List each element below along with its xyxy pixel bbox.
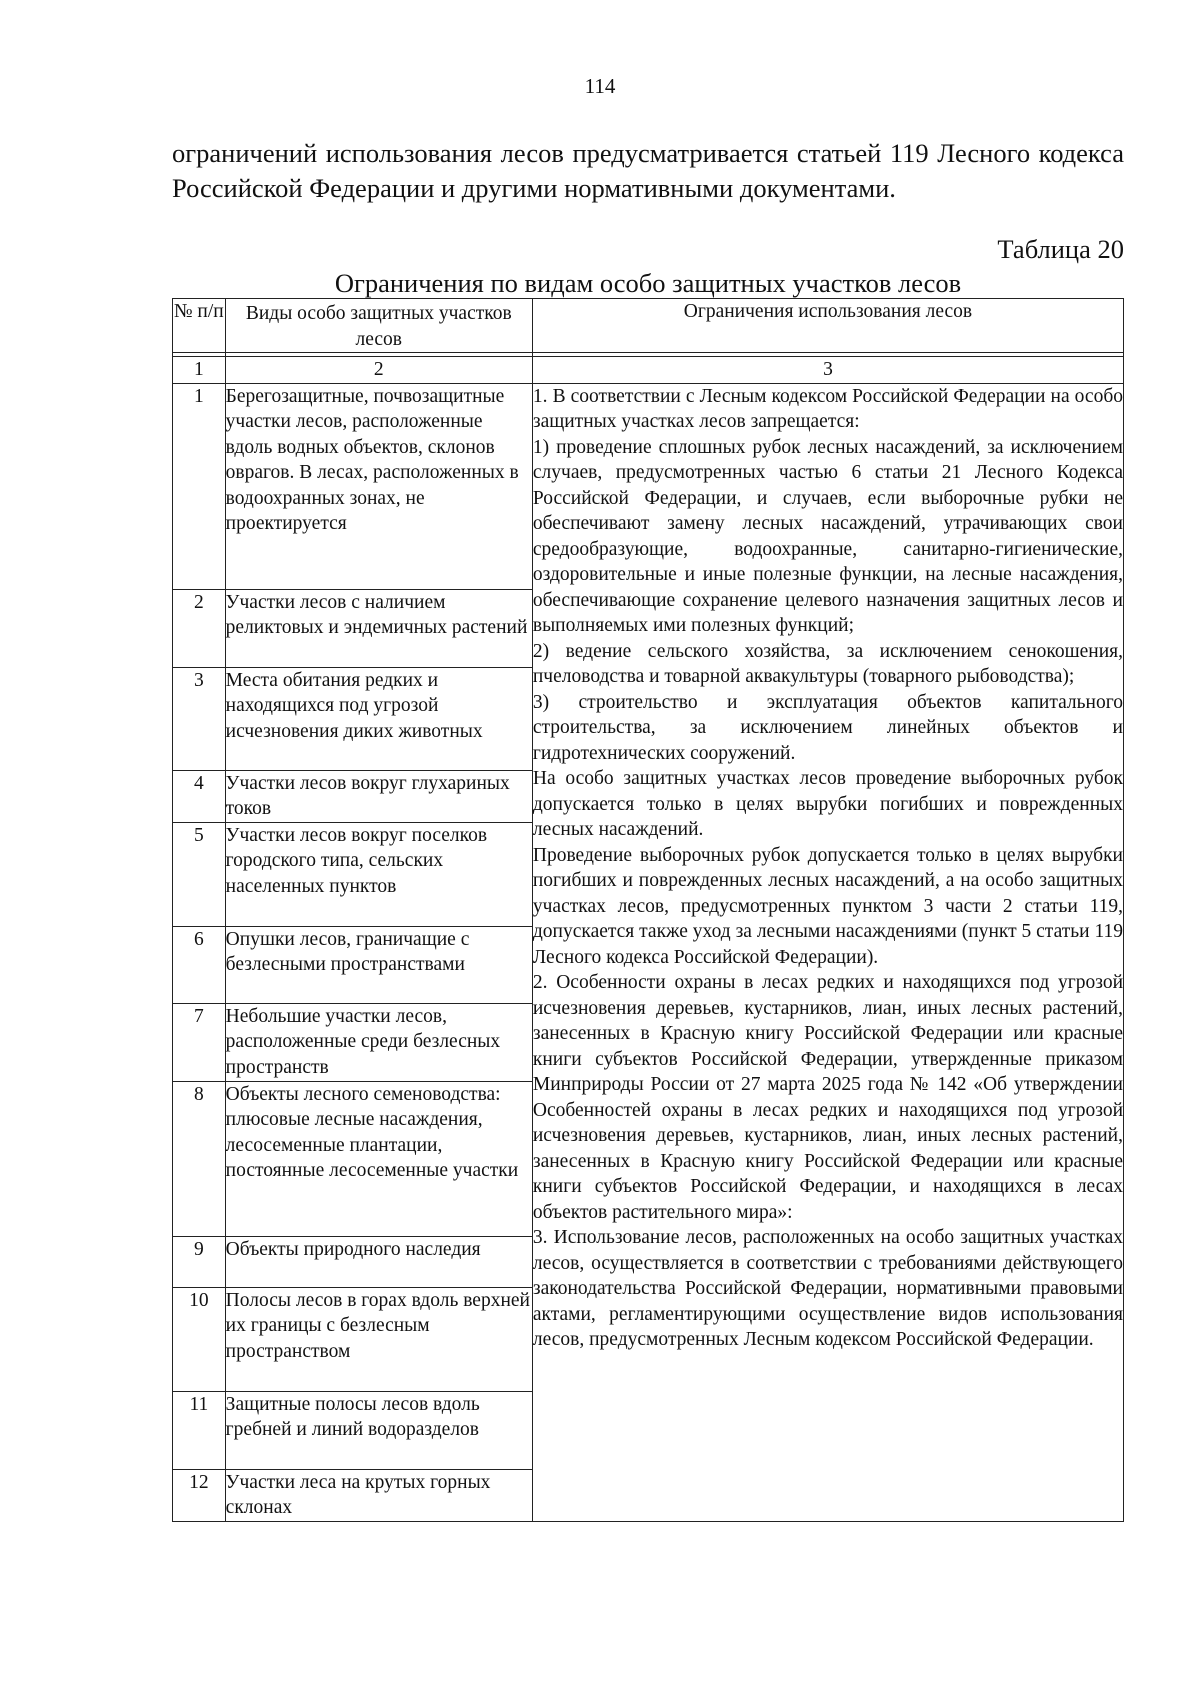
- restrictions-table: [172, 298, 1124, 1522]
- table-title: Ограничения по видам особо защитных участков лесов: [334, 268, 962, 298]
- row-kind: Участки лесов с наличием реликтовых и эндемичных растений: [225, 589, 532, 667]
- row-kind: Объекты природного наследия: [225, 1236, 532, 1287]
- table-row: [173, 383, 1124, 589]
- restriction-paragraph: 1) проведение сплошных рубок лесных насаждений, за исключением случаев, предусмотренных частью 6 статьи 21 Лесного Кодекса Российской Федерации, и случаев, если выборочные рубки не обеспечивают замену лесных насаждений, утрачивающих свои средообразующие, водоохранные, санитарно-гигиенические, оздоровительные и иные полезные функции, на лесные насаждения, обеспечивающие сохранение целевого назначения защитных лесов и выполняемых ими полезных функций;: [532, 436, 1123, 636]
- restriction-paragraph: Проведение выборочных рубок допускается только в целях вырубки погибших и поврежденных лесных насаждений, а на особо защитных участках лесов, предусмотренных пунктом 3 части 2 статьи 119, допускается также уход за лесными насаждениями (пункт 5 статьи 119 Лесного кодекса Российской Федерации).: [532, 844, 1123, 968]
- row-kind: Защитные полосы лесов вдоль гребней и линий водоразделов: [225, 1391, 532, 1469]
- row-kind: Участки лесов вокруг глухариных токов: [225, 770, 532, 822]
- row-kind: Полосы лесов в горах вдоль верхней их границы с безлесным пространством: [225, 1287, 532, 1391]
- row-number: 5: [173, 822, 226, 926]
- row-kind: Места обитания редких и находящихся под угрозой исчезновения диких животных: [225, 667, 532, 770]
- row-kind: Участки лесов вокруг поселков городского типа, сельских населенных пунктов: [225, 822, 532, 926]
- row-number: 4: [173, 770, 226, 822]
- page-number: 114: [584, 74, 616, 98]
- row-number: 3: [173, 667, 226, 770]
- table-label: Таблица 20: [997, 234, 1124, 264]
- row-kind: Участки леса на крутых горных склонах: [225, 1469, 532, 1521]
- restriction-paragraph: 2) ведение сельского хозяйства, за исключением сенокошения, пчеловодства и товарной аквакультуры (товарного рыбоводства);: [532, 640, 1123, 687]
- table-header-row: [173, 299, 1124, 353]
- intro-paragraph: ограничений использования лесов предусматривается статьей 119 Лесного кодекса Российской Федерации и другими нормативными документами.: [172, 138, 1124, 203]
- row-number: 11: [173, 1391, 226, 1469]
- row-number: 9: [173, 1236, 226, 1287]
- restriction-paragraph: 2. Особенности охраны в лесах редких и находящихся под угрозой исчезновения деревьев, кустарников, лиан, иных лесных растений, занесенных в Красную книгу Российской Федерации или красные книги субъектов Российской Федерации, утвержденные приказом Минприроды России от 27 марта 2025 года № 142 «Об утверждении Особенностей охраны в лесах редких и находящихся под угрозой исчезновения деревьев, кустарников, лиан, иных лесных растений, занесенных в Красную книгу Российской Федерации или красные книги субъектов Российской Федерации, и находящихся в лесах объектов растительного мира»:: [532, 972, 1123, 1223]
- row-number: 7: [173, 1003, 226, 1081]
- row-kind: Берегозащитные, почвозащитные участки лесов, расположенные вдоль водных объектов, склонов оврагов. В лесах, расположенных в водоохранных зонах, не проектируется: [225, 383, 532, 589]
- column-number-row: [173, 357, 1124, 384]
- header-restrictions: Ограничения использования лесов: [532, 299, 1123, 353]
- row-number: 12: [173, 1469, 226, 1521]
- row-number: 2: [173, 589, 226, 667]
- restrictions-cell: [532, 383, 1123, 1521]
- header-kind: Виды особо защитных участков лесов: [225, 299, 532, 353]
- restriction-paragraph: На особо защитных участках лесов проведение выборочных рубок допускается только в целях вырубки погибших и поврежденных лесных насаждений.: [532, 768, 1123, 840]
- restriction-paragraph: 3. Использование лесов, расположенных на особо защитных участках лесов, осуществляется в соответствии с требованиями действующего законодательства Российской Федерации, нормативными правовыми актами, регламентирующими осуществление видов использования лесов, предусмотренных Лесным кодексом Российской Федерации.: [532, 1227, 1123, 1350]
- restriction-paragraph: 3) строительство и эксплуатация объектов капитального строительства, за исключением линейных объектов и гидротехнических сооружений.: [532, 691, 1123, 764]
- row-number: 8: [173, 1081, 226, 1236]
- header-number: № п/п: [173, 299, 226, 353]
- column-number-2: 2: [225, 357, 532, 384]
- row-kind: Объекты лесного семеноводства: плюсовые лесные насаждения, лесосеменные плантации, постоянные лесосеменные участки: [225, 1081, 532, 1236]
- row-kind: Небольшие участки лесов, расположенные среди безлесных пространств: [225, 1003, 532, 1081]
- column-number-3: 3: [532, 357, 1123, 384]
- column-number-1: 1: [173, 357, 226, 384]
- restriction-paragraph: 1. В соответствии с Лесным кодексом Российской Федерации на особо защитных участках лесов запрещается:: [532, 385, 1123, 432]
- row-number: 10: [173, 1287, 226, 1391]
- row-number: 6: [173, 926, 226, 1003]
- row-number: 1: [173, 383, 226, 589]
- row-kind: Опушки лесов, граничащие с безлесными пространствами: [225, 926, 532, 1003]
